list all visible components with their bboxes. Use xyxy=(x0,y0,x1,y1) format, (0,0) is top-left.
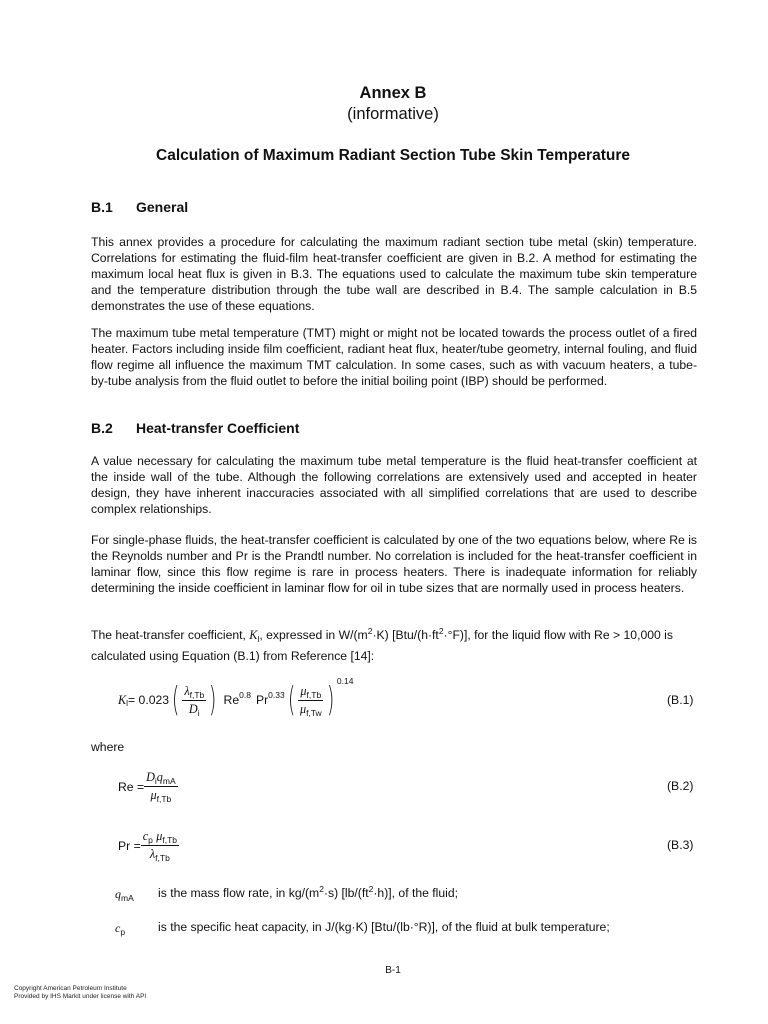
prandtl-symbol: Pr xyxy=(255,693,269,707)
subscript: i xyxy=(154,776,157,786)
subscript: p xyxy=(148,835,153,845)
definition-text-cp: is the specific heat capacity, in J/(kg·K) [Btu/(lb·°R)], of the fluid at bulk temperature; xyxy=(158,920,610,934)
subscript: f,Tb xyxy=(156,794,172,804)
left-paren: ( xyxy=(287,680,295,720)
definition-symbol-cp xyxy=(115,921,125,936)
symbol-q: q xyxy=(115,887,121,901)
symbol-q: q xyxy=(156,770,163,784)
equation-b2 xyxy=(118,770,178,803)
symbol-mu: μ xyxy=(300,683,307,698)
subscript: mA xyxy=(121,893,134,903)
equation-number-b2: (B.2) xyxy=(667,779,694,793)
superscript: 2 xyxy=(367,626,373,636)
paragraph-text: calculated using Equation (B.1) from Reference [14]: xyxy=(91,649,375,663)
subscript: mA xyxy=(162,776,176,786)
subscript: f,Tb xyxy=(306,689,322,700)
eq-lhs: Pr = xyxy=(118,838,141,853)
annex-title: Annex B xyxy=(359,84,427,102)
text-run: The heat-transfer coefficient, xyxy=(91,628,250,642)
symbol-mu: μ xyxy=(299,701,307,716)
section-number: B.1 xyxy=(91,199,113,215)
paragraph-tmt-location xyxy=(91,325,697,389)
section-heading-b1 xyxy=(91,199,188,215)
superscript: 2 xyxy=(319,884,324,894)
section-number: B.2 xyxy=(91,420,113,436)
right-paren: ) xyxy=(326,680,334,720)
definition-text-qma xyxy=(158,886,458,900)
copyright-line-2: Provided by IHS Markit under license with API xyxy=(14,993,147,1000)
symbol-d: D xyxy=(146,770,155,784)
text-run: , expressed in W/(m xyxy=(259,628,368,642)
paragraph-text: A value necessary for calculating the maximum tube metal temperature is the fluid heat-transfer coefficient at the inside wall of the tube. Although the following correlations are extensively used and accepted in heater design, they have inherent inaccuracies associated with all simplified correlations that are used to describe complex relationships. xyxy=(91,454,697,516)
right-paren: ) xyxy=(209,680,217,720)
superscript: 2 xyxy=(368,884,374,894)
definition-symbol-qma xyxy=(115,887,134,902)
equation-number-b1: (B.1) xyxy=(667,693,694,707)
document-title: Calculation of Maximum Radiant Section Tube Skin Temperature xyxy=(156,147,630,164)
subscript: p xyxy=(120,927,126,937)
paragraph-general-intro xyxy=(91,234,697,314)
subscript: f,Tb xyxy=(162,835,178,845)
subscript: i xyxy=(197,707,200,718)
paragraph-single-phase xyxy=(91,532,697,596)
eq-lhs: Re = xyxy=(118,779,145,794)
copyright-line-1: Copyright American Petroleum Institute xyxy=(14,985,127,992)
symbol-mu: μ xyxy=(150,788,157,802)
symbol-c: c xyxy=(115,921,121,935)
reynolds-symbol: Re xyxy=(223,693,240,707)
symbol-lambda: λ xyxy=(184,683,190,698)
paragraph-liquid-flow xyxy=(91,625,697,666)
paragraph-text xyxy=(91,625,697,646)
left-paren: ( xyxy=(172,680,180,720)
subscript: l xyxy=(126,698,129,708)
equation-number-b3: (B.3) xyxy=(667,838,694,852)
text-run: ·K) [Btu/(h·ft xyxy=(372,628,439,642)
section-title: General xyxy=(136,199,189,215)
fraction-reynolds xyxy=(144,770,178,803)
paragraph-text: This annex provides a procedure for calculating the maximum radiant section tube metal (skin) temperature. Correlations for estimating the fluid-film heat-transfer coefficient are given in B.2. A method for estimating the maximum local heat flux is given in B.3. The equations used to calculate the maximum tube skin temperature and the temperature distribution through the tube wall are described in B.4. The sample calculation in B.5 demonstrates the use of these equations. xyxy=(91,235,697,313)
paragraph-heat-transfer-intro xyxy=(91,453,697,517)
subscript: l xyxy=(257,634,260,644)
symbol-c: c xyxy=(142,829,149,843)
subscript: f,Tb xyxy=(155,853,170,863)
symbol-d: D xyxy=(188,701,198,716)
fraction-prandtl xyxy=(141,829,179,862)
paragraph-text: For single-phase fluids, the heat-transfer coefficient is calculated by one of the two equations below, where Re is the Reynolds number and Pr is the Prandtl number. No correlation is included for the heat-transfer coefficient in laminar flow, since this flow regime is rare in process heaters. There is inadequate information for reliably determining the inside coefficient in laminar flow for oil in tube sizes that are normally used in process heaters. xyxy=(91,533,697,595)
annex-informative-label: (informative) xyxy=(347,105,439,123)
equation-b3 xyxy=(118,829,179,862)
eq-lhs-symbol: K xyxy=(118,692,127,707)
section-title: Heat-transfer Coefficient xyxy=(136,420,300,436)
text-run: is the mass flow rate, in kg/(m xyxy=(158,886,320,900)
superscript: 0.33 xyxy=(268,690,285,700)
text-run: ·°F)], for the liquid flow with Re > 10,000 is xyxy=(443,628,673,642)
symbol-k: K xyxy=(249,628,258,642)
subscript: f,Tw xyxy=(306,707,322,718)
section-heading-b2 xyxy=(91,420,299,436)
fraction-lambda-over-d xyxy=(182,684,206,717)
text-run: ·h)], of the fluid; xyxy=(373,886,459,900)
where-label: where xyxy=(91,740,125,754)
eq-coefficient: = 0.023 xyxy=(128,693,170,707)
fraction-mu-ratio xyxy=(298,684,324,717)
symbol-lambda: λ xyxy=(149,847,156,861)
exponent: 0.14 xyxy=(336,676,354,686)
text-run: ·s) [lb/(ft xyxy=(323,886,369,900)
superscript: 2 xyxy=(438,626,444,636)
paragraph-text: The maximum tube metal temperature (TMT) might or might not be located towards the process outlet of a fired heater. Factors including inside film coefficient, radiant heat flux, heater/tube geometry, internal fouling, and fluid flow regime all influence the maximum TMT calculation. In some cases, such as with vacuum heaters, a tube-by-tube analysis from the fluid outlet to before the initial boiling point (IBP) should be performed. xyxy=(91,326,697,388)
equation-b1 xyxy=(118,678,353,722)
symbol-mu: μ xyxy=(156,829,163,843)
subscript: f,Tb xyxy=(189,689,205,700)
superscript: 0.8 xyxy=(239,690,251,700)
page-number: B-1 xyxy=(385,965,401,976)
